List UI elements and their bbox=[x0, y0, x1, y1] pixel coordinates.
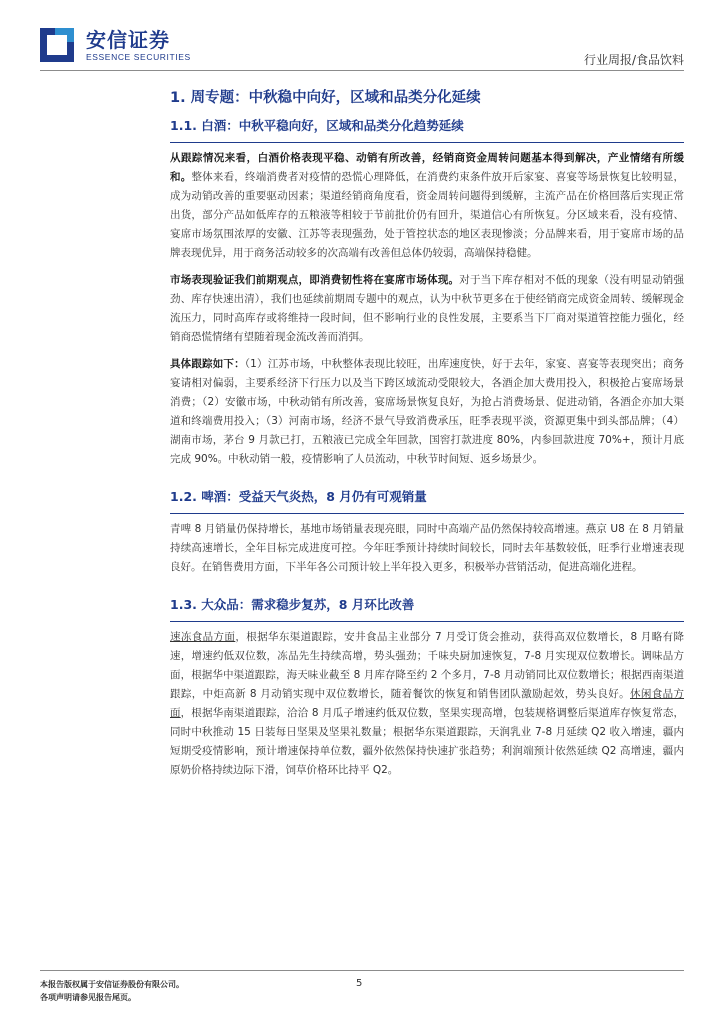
beer-subtitle: 1.2. 啤酒：受益天气炎热，8 月仍有可观销量 bbox=[170, 489, 427, 504]
baijiu-paragraph-2 bbox=[170, 271, 684, 347]
disclaimer-line-1: 本报告版权属于安信证券股份有限公司。 bbox=[40, 980, 184, 989]
footer-disclaimer bbox=[40, 978, 184, 1004]
mass-subtitle: 1.3. 大众品：需求稳步复苏，8 月环比改善 bbox=[170, 597, 415, 612]
mass-paragraph-1 bbox=[170, 628, 684, 780]
subtitle-rule bbox=[170, 142, 684, 143]
mass-p1-part2: ，根据华南渠道跟踪，洽洽 8 月瓜子增速约低双位数，坚果实现高增，包装规格调整后渠道库存恢复常态，同时中秋推动 15 日装每日坚果及坚果礼数量；根据华东渠道跟踪，天润乳业 7-8 月延续 Q2 收入增速，疆内短期受疫情影响，预计增速保持单位数，疆外依然保持快速扩张趋势；利润端预计依然延续 Q2 高增速，疆内原奶价格持续边际下滑，饲草价格环比持平 Q2。 bbox=[170, 707, 685, 776]
baijiu-p3-lead: 具体跟踪如下： bbox=[170, 358, 245, 370]
snack-food-link[interactable]: 休闲食品方面 bbox=[170, 688, 685, 719]
mass-p1-part1: ，根据华东渠道跟踪，安井食品主业部分 7 月受订货会推动，获得高双位数增长，8 月略有降速，增速约低双位数，冻品先生持续高增，势头强劲；千味央厨加速恢复，7-8 月实现双位数增长。调味品方面，根据华中渠道跟踪，海天味业截至 8 月库存降至约 2 个多月，7-8 月动销同比双位数增长；根据西南渠道跟踪，中炬高新 8 月动销实现中双位数增长，随着餐饮的恢复和销售团队激励起效，势头良好。 bbox=[170, 631, 685, 700]
header-divider bbox=[40, 70, 684, 71]
company-name-en: ESSENCE SECURITIES bbox=[86, 52, 191, 62]
beer-paragraph-1: 青啤 8 月销量仍保持增长，基地市场销量表现亮眼，同时中高端产品仍然保持较高增速。燕京 U8 在 8 月销量持续高速增长，全年目标完成进度可控。今年旺季预计持续时间较长，同时去年基数较低，旺季行业增速表现良好。在销售费用方面，下半年各公司预计较上半年投入更多，积极举办营销活动，促进高端化进程。 bbox=[170, 523, 684, 573]
baijiu-p2-lead: 市场表现验证我们前期观点，即消费韧性将在宴席市场体现。 bbox=[170, 274, 460, 286]
baijiu-p1-body: 整体来看，终端消费者对疫情的恐慌心理降低，在消费约束条件放开后家宴、喜宴等场景恢复比较明显，成为动销改善的重要驱动因素；渠道经销商角度看，资金周转问题得到缓解，主流产品在价格回落后实现正常出货，部分产品如低库存的五粮液等相较于节前批价仍有回升，渠道信心有所恢复。分区域来看，没有疫情、宴席市场氛围浓厚的安徽、江苏等表现强劲，处于管控状态的地区表现惨淡；分品牌来看，用于宴席市场的品牌表现优异，用于商务活动较多的次高端有改善但总体仍较弱，高端保持稳健。 bbox=[170, 171, 685, 259]
disclaimer-line-2: 各项声明请参见报告尾页。 bbox=[40, 993, 136, 1002]
baijiu-paragraph-1 bbox=[170, 149, 684, 263]
company-name-cn: 安信证券 bbox=[86, 28, 170, 52]
baijiu-p2-body: 对于当下库存相对不低的现象（没有明显动销强劲、库存快速出清），我们也延续前期周专题中的观点，认为中秋节更多在于使经销商完成资金周转、缓解现金流压力，同时高库存或将维持一段时间，但不影响行业的良性发展，主要系当下厂商对渠道管控能力强化，经销商恐慌情绪有望随着现金流改善而消弭。 bbox=[170, 274, 685, 343]
baijiu-p1-lead: 从跟踪情况来看，白酒价格表现平稳、动销有所改善，经销商资金周转问题基本得到解决，产业情绪有所缓和。 bbox=[170, 152, 684, 183]
subtitle-rule bbox=[170, 621, 684, 622]
baijiu-subtitle: 1.1. 白酒：中秋平稳向好，区域和品类分化趋势延续 bbox=[170, 118, 464, 133]
baijiu-paragraph-3 bbox=[170, 355, 684, 469]
report-type-label: 行业周报/食品饮料 bbox=[583, 53, 684, 67]
page-header bbox=[0, 0, 724, 80]
section-title: 1. 周专题：中秋稳中向好，区域和品类分化延续 bbox=[170, 90, 481, 106]
company-logo-icon bbox=[40, 28, 74, 62]
subtitle-rule bbox=[170, 513, 684, 514]
footer-divider bbox=[40, 970, 684, 971]
report-body bbox=[170, 86, 684, 788]
frozen-food-link[interactable]: 速冻食品方面 bbox=[170, 631, 236, 643]
page-number: 5 bbox=[356, 978, 363, 989]
baijiu-p3-body: （1）江苏市场，中秋整体表现比较旺，出库速度快，好于去年，家宴、喜宴等表现突出；商务宴请相对偏弱，主要系经济下行压力以及当下跨区域流动受限较大，各酒企加大费用投入，积极抢占宴席场景消费；（2）安徽市场，中秋动销有所改善，宴席场景恢复良好，为抢占消费场景、促进动销，各酒企亦加大渠道和终端费用投入；（3）河南市场，经济不景气导致消费承压，旺季表现平淡，资源更集中到头部品牌；（4）湖南市场，茅台 9 月款已打，五粮液已完成全年回款，国窖打款进度 80%，内参回款进度 70%+，预计月底完成 90%。中秋动销一般，疫情影响了人员流动，中秋节时间短、返乡场景少。 bbox=[170, 358, 684, 465]
